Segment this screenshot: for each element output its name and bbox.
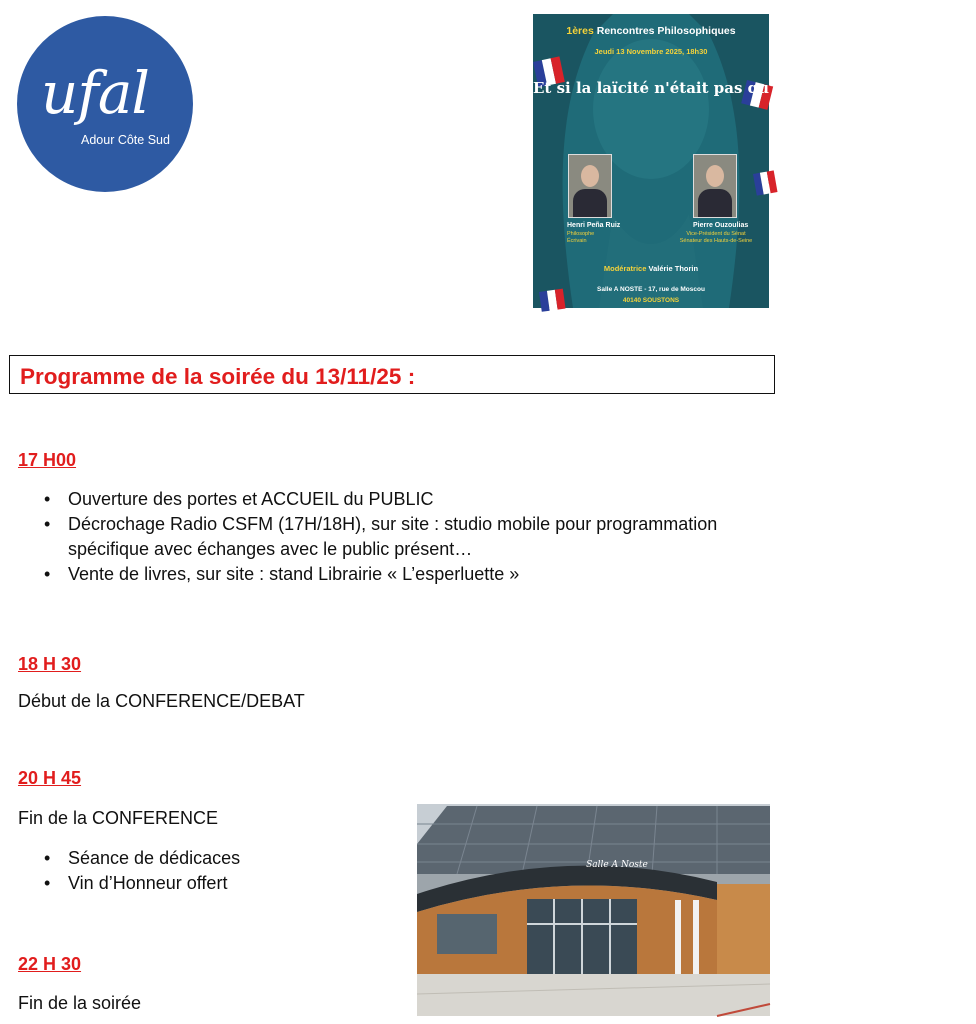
speaker2-role (663, 231, 769, 245)
event-poster (533, 14, 976, 308)
list-item: • Séance de dédicaces (44, 846, 240, 871)
poster-date: Jeudi 13 Novembre 2025, 18h30 (594, 47, 708, 56)
logo-subtitle: Adour Côte Sud (81, 133, 170, 147)
speaker2-role2: Sénateur des Hauts-de-Seine (679, 238, 753, 244)
list-item: • Vin d’Honneur offert (44, 871, 240, 896)
poster-city: 40140 SOUSTONS (622, 297, 680, 304)
list-item: • Décrochage Radio CSFM (17H/18H), sur site : studio mobile pour programmation spécifique avec échanges avec le public présent… (44, 512, 748, 562)
text-1830: Début de la CONFERENCE/DEBAT (18, 691, 305, 711)
speaker2-name: Pierre Ouzoulias (693, 222, 749, 229)
flag-right-mid (753, 170, 778, 195)
poster-headline-ordinal: 1ères (566, 25, 594, 37)
speaker1-role (567, 231, 594, 245)
time-2045: 20 H 45 (18, 768, 82, 788)
speaker1-role2: Écrivain (567, 238, 587, 244)
poster-question: Et si la laïcité n'était pas qu'une affaire de religion ? (533, 79, 976, 97)
program-title: Programme de la soirée du 13/11/25 : (20, 364, 416, 389)
poster-moderator-label: Modératrice (603, 264, 647, 273)
building-photo (417, 804, 770, 1016)
text-2230: Fin de la soirée (18, 993, 142, 1013)
speaker1-role1: Philosophe (567, 231, 595, 237)
building-sign: Salle A Noste (586, 860, 648, 870)
building-illustration (417, 804, 770, 1016)
time-1830: 18 H 30 (18, 654, 82, 674)
ufal-logo (17, 16, 193, 192)
list-item: • Ouverture des portes et ACCUEIL du PUBLIC (44, 487, 748, 512)
time-2230: 22 H 30 (18, 954, 82, 974)
time-1700: 17 H00 (18, 450, 77, 470)
poster-headline-rest: Rencontres Philosophiques (596, 25, 736, 37)
text-2045: Fin de la CONFERENCE (18, 808, 219, 828)
logo-script-text: ufal (41, 59, 149, 127)
speaker1-name: Henri Peña Ruiz (567, 222, 621, 229)
poster-moderator (533, 264, 769, 273)
speaker2-role1: Vice-Président du Sénat (686, 231, 746, 237)
program-title-box (9, 355, 775, 394)
list-1700 (44, 487, 748, 587)
poster-headline (533, 25, 769, 37)
speaker1-photo (568, 154, 612, 218)
poster-moderator-name: Valérie Thorin (648, 264, 699, 273)
list-2045 (44, 846, 240, 896)
speaker2-photo (693, 154, 737, 218)
poster-place: Salle A NOSTE - 17, rue de Moscou (597, 286, 705, 293)
list-item: • Vente de livres, sur site : stand Librairie « L’esperluette » (44, 562, 748, 587)
